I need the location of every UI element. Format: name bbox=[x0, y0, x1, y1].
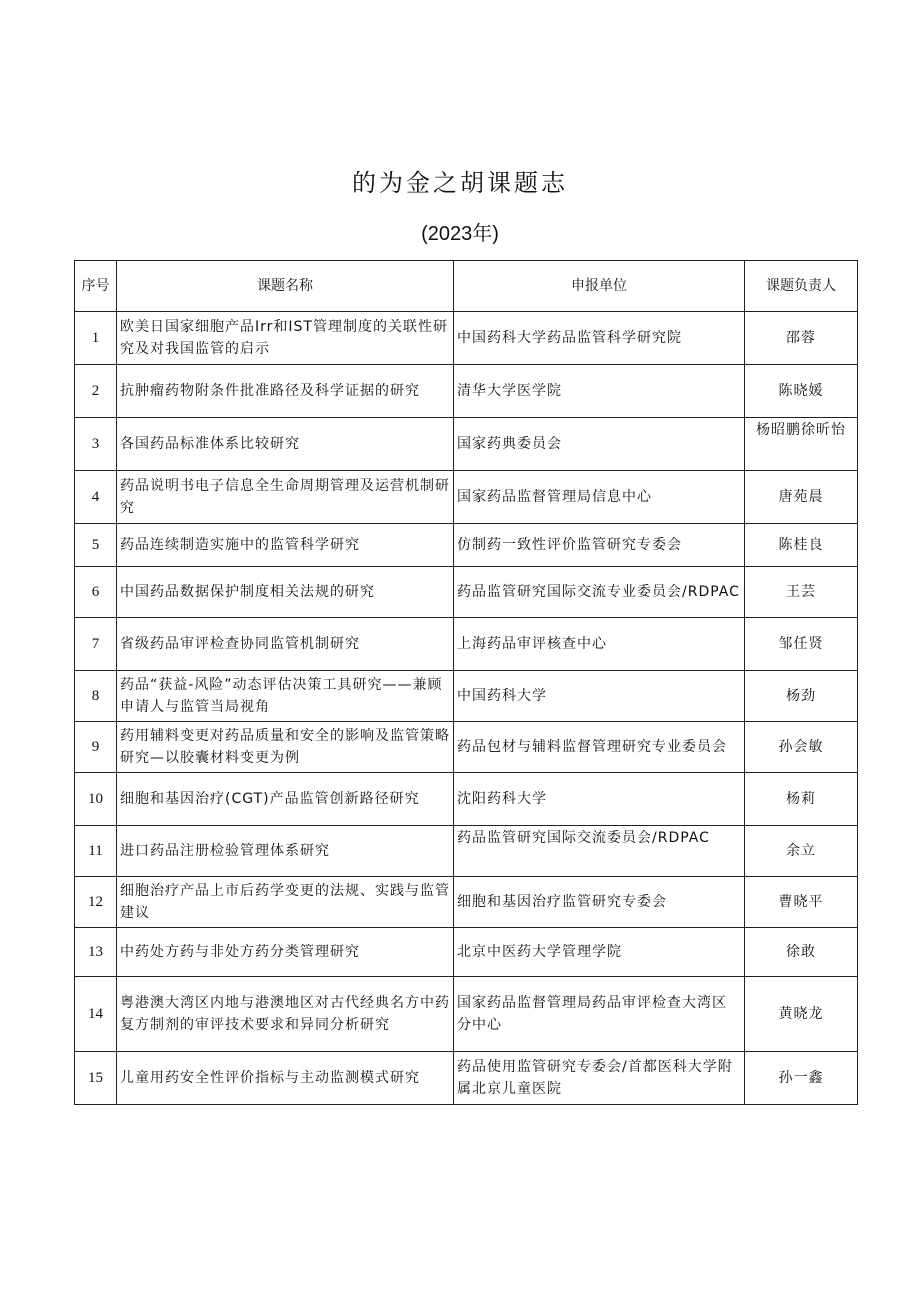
table-row bbox=[75, 524, 858, 567]
table-row bbox=[75, 418, 858, 471]
table-row bbox=[75, 365, 858, 418]
row-leader: 曹晓平 bbox=[745, 877, 858, 928]
row-unit: 清华大学医学院 bbox=[454, 365, 745, 418]
topics-table bbox=[74, 260, 858, 1105]
row-topic-name: 细胞治疗产品上市后药学变更的法规、实践与监管建议 bbox=[117, 877, 454, 928]
row-unit: 国家药品监督管理局药品审评检查大湾区分中心 bbox=[454, 977, 745, 1052]
row-no: 12 bbox=[75, 877, 117, 928]
table-row bbox=[75, 877, 858, 928]
row-unit: 国家药典委员会 bbox=[454, 418, 745, 471]
row-topic-name: 进口药品注册检验管理体系研究 bbox=[117, 826, 454, 877]
row-leader: 杨劲 bbox=[745, 671, 858, 722]
row-leader: 邵蓉 bbox=[745, 312, 858, 365]
row-no: 4 bbox=[75, 471, 117, 524]
row-no: 8 bbox=[75, 671, 117, 722]
row-topic-name: 药品“获益-风险”动态评估决策工具研究——兼顾申请人与监管当局视角 bbox=[117, 671, 454, 722]
table-row bbox=[75, 312, 858, 365]
row-topic-name: 药品连续制造实施中的监管科学研究 bbox=[117, 524, 454, 567]
row-topic-name: 抗肿瘤药物附条件批准路径及科学证据的研究 bbox=[117, 365, 454, 418]
row-no: 10 bbox=[75, 773, 117, 826]
row-leader: 杨莉 bbox=[745, 773, 858, 826]
row-unit: 仿制药一致性评价监管研究专委会 bbox=[454, 524, 745, 567]
row-unit: 细胞和基因治疗监管研究专委会 bbox=[454, 877, 745, 928]
header-no: 序号 bbox=[75, 261, 117, 312]
row-no: 13 bbox=[75, 928, 117, 977]
table-row bbox=[75, 671, 858, 722]
table-row bbox=[75, 773, 858, 826]
row-topic-name: 儿童用药安全性评价指标与主动监测模式研究 bbox=[117, 1052, 454, 1105]
table-row bbox=[75, 722, 858, 773]
row-topic-name: 粤港澳大湾区内地与港澳地区对古代经典名方中药复方制剂的审评技术要求和异同分析研究 bbox=[117, 977, 454, 1052]
table-row bbox=[75, 471, 858, 524]
table-row bbox=[75, 928, 858, 977]
row-no: 15 bbox=[75, 1052, 117, 1105]
table-row bbox=[75, 618, 858, 671]
row-leader: 孙会敏 bbox=[745, 722, 858, 773]
row-unit: 中国药科大学药品监管科学研究院 bbox=[454, 312, 745, 365]
row-no: 7 bbox=[75, 618, 117, 671]
row-leader: 王芸 bbox=[745, 567, 858, 618]
row-topic-name: 药用辅料变更对药品质量和安全的影响及监管策略研究—以胶囊材料变更为例 bbox=[117, 722, 454, 773]
row-topic-name: 药品说明书电子信息全生命周期管理及运营机制研究 bbox=[117, 471, 454, 524]
header-name: 课题名称 bbox=[117, 261, 454, 312]
row-no: 9 bbox=[75, 722, 117, 773]
row-unit: 中国药科大学 bbox=[454, 671, 745, 722]
row-topic-name: 各国药品标准体系比较研究 bbox=[117, 418, 454, 471]
row-leader: 孙一鑫 bbox=[745, 1052, 858, 1105]
row-leader: 黄晓龙 bbox=[745, 977, 858, 1052]
page-title: 的为金之胡课题志 bbox=[352, 169, 568, 197]
table-row bbox=[75, 977, 858, 1052]
row-topic-name: 中国药品数据保护制度相关法规的研究 bbox=[117, 567, 454, 618]
row-unit: 药品使用监管研究专委会/首都医科大学附属北京儿童医院 bbox=[454, 1052, 745, 1105]
row-leader: 陈晓媛 bbox=[745, 365, 858, 418]
row-no: 1 bbox=[75, 312, 117, 365]
row-leader: 邹任贤 bbox=[745, 618, 858, 671]
row-unit: 上海药品审评核查中心 bbox=[454, 618, 745, 671]
row-no: 14 bbox=[75, 977, 117, 1052]
table-header-row bbox=[75, 261, 858, 312]
row-leader: 杨昭鹏徐昕怡 bbox=[745, 418, 858, 471]
row-no: 2 bbox=[75, 365, 117, 418]
row-unit: 北京中医药大学管理学院 bbox=[454, 928, 745, 977]
table-row bbox=[75, 826, 858, 877]
row-topic-name: 欧美日国家细胞产品Irr和IST管理制度的关联性研究及对我国监管的启示 bbox=[117, 312, 454, 365]
table-row bbox=[75, 567, 858, 618]
row-leader: 唐苑晨 bbox=[745, 471, 858, 524]
row-topic-name: 中药处方药与非处方药分类管理研究 bbox=[117, 928, 454, 977]
row-leader: 余立 bbox=[745, 826, 858, 877]
row-leader: 徐敢 bbox=[745, 928, 858, 977]
row-unit: 药品监管研究国际交流委员会/RDPAC bbox=[454, 826, 745, 877]
row-unit: 药品监管研究国际交流专业委员会/RDPAC bbox=[454, 567, 745, 618]
row-unit: 沈阳药科大学 bbox=[454, 773, 745, 826]
row-topic-name: 省级药品审评检查协同监管机制研究 bbox=[117, 618, 454, 671]
row-no: 6 bbox=[75, 567, 117, 618]
row-topic-name: 细胞和基因治疗(CGT)产品监管创新路径研究 bbox=[117, 773, 454, 826]
header-unit: 申报单位 bbox=[454, 261, 745, 312]
header-leader: 课题负责人 bbox=[745, 261, 858, 312]
page-subtitle: (2023年) bbox=[421, 223, 499, 245]
row-unit: 药品包材与辅料监督管理研究专业委员会 bbox=[454, 722, 745, 773]
table-row bbox=[75, 1052, 858, 1105]
row-no: 11 bbox=[75, 826, 117, 877]
row-no: 5 bbox=[75, 524, 117, 567]
row-unit: 国家药品监督管理局信息中心 bbox=[454, 471, 745, 524]
row-no: 3 bbox=[75, 418, 117, 471]
row-leader: 陈桂良 bbox=[745, 524, 858, 567]
